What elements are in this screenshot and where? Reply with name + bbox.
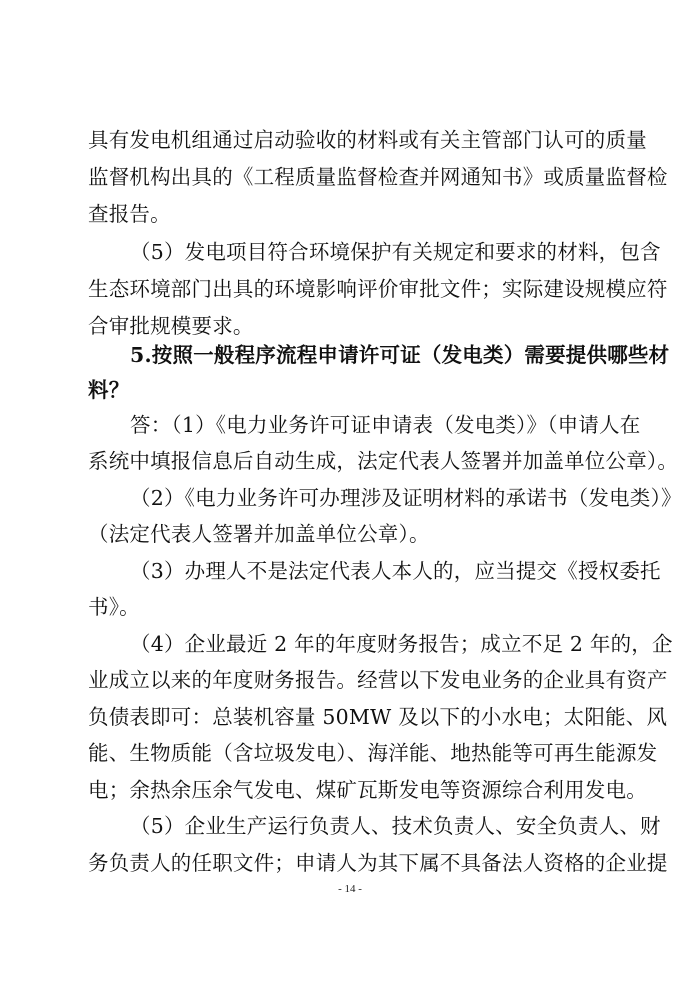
body-text-line: 具有发电机组通过启动验收的材料或有关主管部门认可的质量 bbox=[88, 128, 647, 152]
body-text-line: 业成立以来的年度财务报告。经营以下发电业务的企业具有资产 bbox=[88, 668, 668, 692]
body-text-line: 生态环境部门出具的环境影响评价审批文件；实际建设规模应符 bbox=[88, 277, 668, 301]
body-text-line: 答：（1）《电力业务许可证申请表（发电类）》（申请人在 bbox=[130, 413, 641, 437]
body-text-line: （2）《电力业务许可办理涉及证明材料的承诺书（发电类）》 bbox=[130, 486, 682, 510]
body-text-line: （3）办理人不是法定代表人本人的，应当提交《授权委托 bbox=[130, 559, 661, 583]
body-text-line: （法定代表人签署并加盖单位公章）。 bbox=[88, 522, 430, 546]
body-text-line: 合审批规模要求。 bbox=[88, 314, 254, 338]
body-text-line: 书》。 bbox=[88, 595, 140, 619]
body-text-line: 务负责人的任职文件；申请人为其下属不具备法人资格的企业提 bbox=[88, 851, 668, 875]
body-text-line: 能、生物质能（含垃圾发电）、海洋能、地热能等可再生能源发 bbox=[88, 741, 658, 765]
body-text-line: 电；余热余压余气发电、煤矿瓦斯发电等资源综合利用发电。 bbox=[88, 778, 647, 802]
question-heading: 料？ bbox=[88, 378, 130, 402]
body-text-line: （4）企业最近 2 年的年度财务报告；成立不足 2 年的，企 bbox=[130, 632, 673, 656]
body-text-line: 查报告。 bbox=[88, 202, 171, 226]
body-text-line: （5）企业生产运行负责人、技术负责人、安全负责人、财 bbox=[130, 814, 661, 838]
body-text-line: 负债表即可：总装机容量 50MW 及以下的小水电；太阳能、风 bbox=[88, 705, 668, 729]
body-text-line: 系统中填报信息后自动生成，法定代表人签署并加盖单位公章）。 bbox=[88, 449, 679, 473]
page-number: - 14 - bbox=[338, 883, 362, 895]
question-heading: 5.按照一般程序流程申请许可证（发电类）需要提供哪些材 bbox=[130, 343, 670, 367]
body-text-line: （5）发电项目符合环境保护有关规定和要求的材料，包含 bbox=[130, 240, 661, 264]
body-text-line: 监督机构出具的《工程质量监督检查并网通知书》或质量监督检 bbox=[88, 165, 668, 189]
